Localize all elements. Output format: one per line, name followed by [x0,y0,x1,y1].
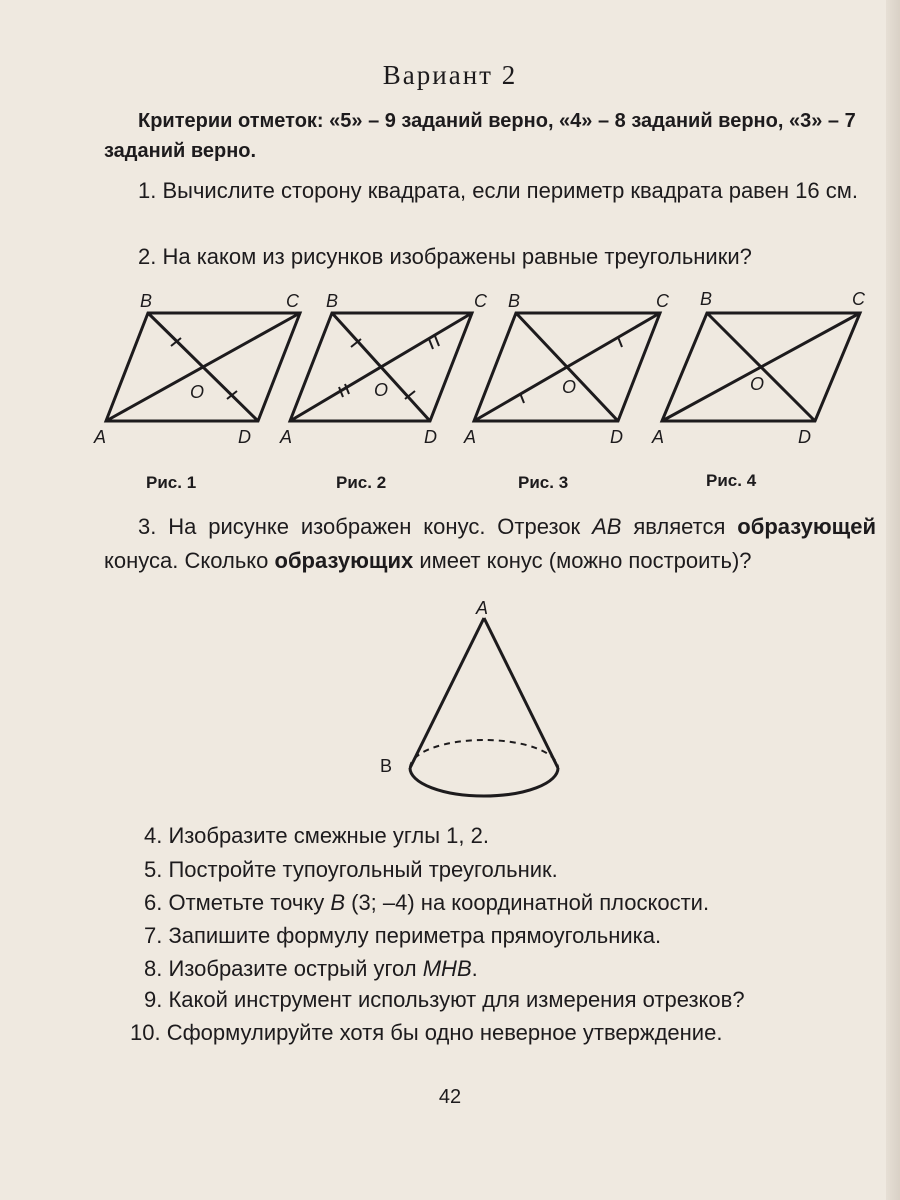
fig3-label-d: D [610,427,623,447]
task-3: 3. На рисунке изображен конус. Отрезок AB является образующей конуса. Сколько образующих имеет конус (можно построить)? [104,514,876,573]
page-edge [886,0,900,1200]
fig1-label-a: A [94,427,107,447]
task-5: 5. Постройте тупоугольный треугольник. [144,857,558,882]
fig1-label-o: O [190,382,205,402]
page-number: 42 [438,1086,462,1108]
cone-right-edge [484,618,558,768]
task-10: 10. Сформулируйте хотя бы одно неверное утверждение. [130,1020,723,1045]
variant-title: Вариант 2 [382,60,518,90]
fig2-label-o: O [374,380,389,400]
task-6: 6. Отметьте точку B (3; –4) на координатной плоскости. [144,890,710,915]
cone-generatrix-ab [410,618,484,768]
task-4: 4. Изобразите смежные углы 1, 2. [144,823,489,848]
fig3-tick [618,337,622,347]
task-9: 9. Какой инструмент используют для измерения отрезков? [144,987,745,1012]
task-2: 2. На каком из рисунков изображены равные треугольники? [138,244,752,269]
cone-figure [370,596,610,816]
fig4-label-o: O [750,374,765,394]
segment-ab: AB [592,514,622,539]
fig2-label-d: D [424,427,437,447]
fig3-diagonal-bd [516,313,618,421]
caption-fig-1: Рис. 1 [146,473,197,492]
fig1-label-d: D [238,427,251,447]
cone-label-a: A [476,598,489,618]
fig3-label-a: A [464,427,477,447]
fig4-label-a: A [652,427,665,447]
fig2-tick [435,336,439,346]
task-8: 8. Изобразите острый угол MHB. [144,956,478,981]
fig4-label-b: B [700,289,713,309]
grading-criteria: Критерии отметок: «5» – 9 заданий верно, «4» – 8 заданий верно, «3» – 7 заданий верно. [104,110,856,162]
fig1-diagonal-bd [148,313,258,421]
fig1-label-b: B [140,291,153,311]
cone-label-b: B [380,756,393,776]
angle-mhb: MHB [422,956,472,981]
fig2-label-c: C [474,291,487,311]
fig2-label-b: B [326,291,339,311]
parallelogram-figures [0,284,900,504]
fig4-label-d: D [798,427,811,447]
point-b: B [330,890,345,915]
fig1-label-c: C [286,291,299,311]
caption-fig-4: Рис. 4 [706,471,757,490]
task-7: 7. Запишите формулу периметра прямоугольника. [144,923,662,948]
fig2-diagonal-bd [332,313,430,421]
fig2-label-a: A [280,427,293,447]
caption-fig-3: Рис. 3 [518,473,569,492]
fig4-diagonal-bd [707,313,815,421]
fig3-label-o: O [562,377,577,397]
caption-fig-2: Рис. 2 [336,473,387,492]
task-1: 1. Вычислите сторону квадрата, если периметр квадрата равен 16 см. [138,178,858,203]
fig3-label-b: B [508,291,521,311]
cone-base-front [410,768,558,796]
cone-base-back [410,740,558,768]
fig3-label-c: C [656,291,669,311]
fig2-tick [429,339,433,349]
fig4-label-c: C [852,289,865,309]
